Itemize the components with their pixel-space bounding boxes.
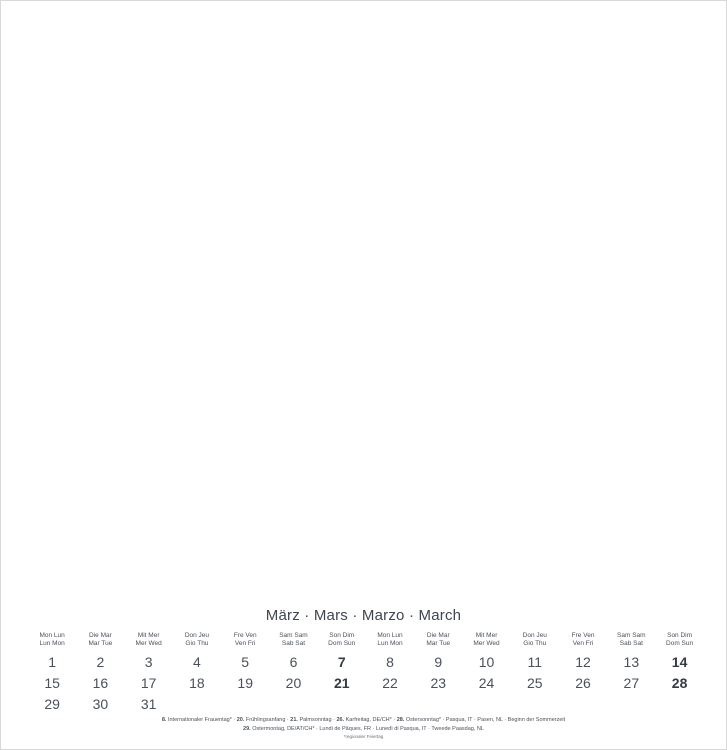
month-title: März · Mars · Marzo · March bbox=[265, 607, 462, 624]
calendar-grid bbox=[28, 632, 704, 715]
holiday-line-1 bbox=[1, 716, 726, 725]
weekday-header: Mon Lun Lun Mon bbox=[377, 632, 403, 647]
weekday-header: Fre Ven Ven Fri bbox=[233, 632, 257, 647]
weekday-header: Mon Lun Lun Mon bbox=[39, 632, 65, 647]
holiday-date: 28. bbox=[396, 717, 405, 723]
day-cell: 29 bbox=[44, 696, 60, 712]
weekday-header: Son Dim Dom Sun bbox=[328, 632, 356, 647]
day-cell: 31 bbox=[140, 696, 157, 712]
empty-cell bbox=[655, 694, 703, 715]
day-cell: 27 bbox=[623, 675, 640, 691]
empty-cell bbox=[173, 694, 221, 715]
day-cell: 28 bbox=[671, 675, 688, 691]
holiday-line-2 bbox=[1, 725, 726, 734]
empty-cell bbox=[318, 694, 366, 715]
day-cell: 22 bbox=[382, 675, 398, 691]
day-cell: 25 bbox=[527, 675, 543, 691]
holiday-text: Frühlingsanfang · bbox=[244, 717, 291, 723]
day-cell: 26 bbox=[575, 675, 591, 691]
day-cell: 21 bbox=[333, 675, 350, 691]
holiday-date: 8. bbox=[161, 717, 167, 723]
photo-area bbox=[1, 1, 726, 601]
weekday-header: Sam Sam Sab Sat bbox=[279, 632, 308, 647]
holiday-date: 26. bbox=[336, 717, 345, 723]
empty-cell bbox=[607, 694, 655, 715]
weekday-header: Mit Mer Mer Wed bbox=[135, 632, 162, 647]
day-cell: 30 bbox=[92, 696, 109, 712]
weekday-header: Sam Sam Sab Sat bbox=[617, 632, 646, 647]
empty-cell bbox=[366, 694, 414, 715]
empty-cell bbox=[511, 694, 559, 715]
day-cell: 12 bbox=[575, 654, 591, 670]
day-cell: 24 bbox=[478, 675, 495, 691]
day-cell: 4 bbox=[193, 654, 201, 670]
holiday-date: 29. bbox=[243, 726, 251, 732]
weekday-header: Son Dim Dom Sun bbox=[666, 632, 694, 647]
day-cell: 3 bbox=[144, 654, 153, 670]
weekday-header: Don Jeu Gio Thu bbox=[184, 632, 210, 647]
day-cell: 10 bbox=[478, 654, 495, 670]
day-cell: 9 bbox=[434, 654, 443, 670]
holiday-date: 20. bbox=[236, 717, 245, 723]
empty-cell bbox=[462, 694, 510, 715]
day-cell: 8 bbox=[386, 654, 394, 670]
day-cell: 18 bbox=[189, 675, 205, 691]
day-cell: 19 bbox=[237, 675, 253, 691]
holiday-text: Karfreitag, DE/CH* · bbox=[344, 717, 397, 723]
day-cell: 13 bbox=[623, 654, 640, 670]
empty-cell bbox=[559, 694, 607, 715]
holiday-list bbox=[1, 716, 726, 734]
day-cell: 17 bbox=[140, 675, 157, 691]
holiday-text: Ostermontag, DE/AT/CH* · Lundi de Pâques, FR · Lunedì di Pasqua, IT · Tweede Paasdag, NL bbox=[250, 726, 484, 732]
holiday-date: 21. bbox=[290, 717, 298, 723]
weekday-header: Mit Mer Mer Wed bbox=[473, 632, 500, 647]
empty-cell bbox=[269, 694, 317, 715]
day-cell: 7 bbox=[337, 654, 346, 670]
day-cell: 23 bbox=[430, 675, 447, 691]
empty-cell bbox=[221, 694, 269, 715]
day-cell: 20 bbox=[285, 675, 302, 691]
day-cell: 15 bbox=[44, 675, 60, 691]
empty-cell bbox=[414, 694, 462, 715]
weekday-header: Die Mar Mar Tue bbox=[426, 632, 451, 647]
weekday-header: Fre Ven Ven Fri bbox=[571, 632, 595, 647]
day-cell: 2 bbox=[96, 654, 105, 670]
day-cell: 5 bbox=[241, 654, 250, 670]
weekday-header: Die Mar Mar Tue bbox=[88, 632, 113, 647]
holiday-text: Internationaler Frauentag* · bbox=[166, 717, 237, 723]
weekday-header: Don Jeu Gio Thu bbox=[522, 632, 547, 647]
day-cell: 11 bbox=[527, 654, 543, 670]
day-cell: 1 bbox=[48, 654, 57, 670]
footnote: *regionaler Feiertag bbox=[343, 734, 384, 739]
day-cell: 14 bbox=[671, 654, 688, 670]
day-cell: 16 bbox=[92, 675, 109, 691]
holiday-text: Ostersonntag* · Pasqua, IT · Pasen, NL · Beginn der Sommerzeit bbox=[404, 717, 566, 723]
holiday-text: Palmsonntag · bbox=[297, 717, 337, 723]
day-cell: 6 bbox=[289, 654, 298, 670]
